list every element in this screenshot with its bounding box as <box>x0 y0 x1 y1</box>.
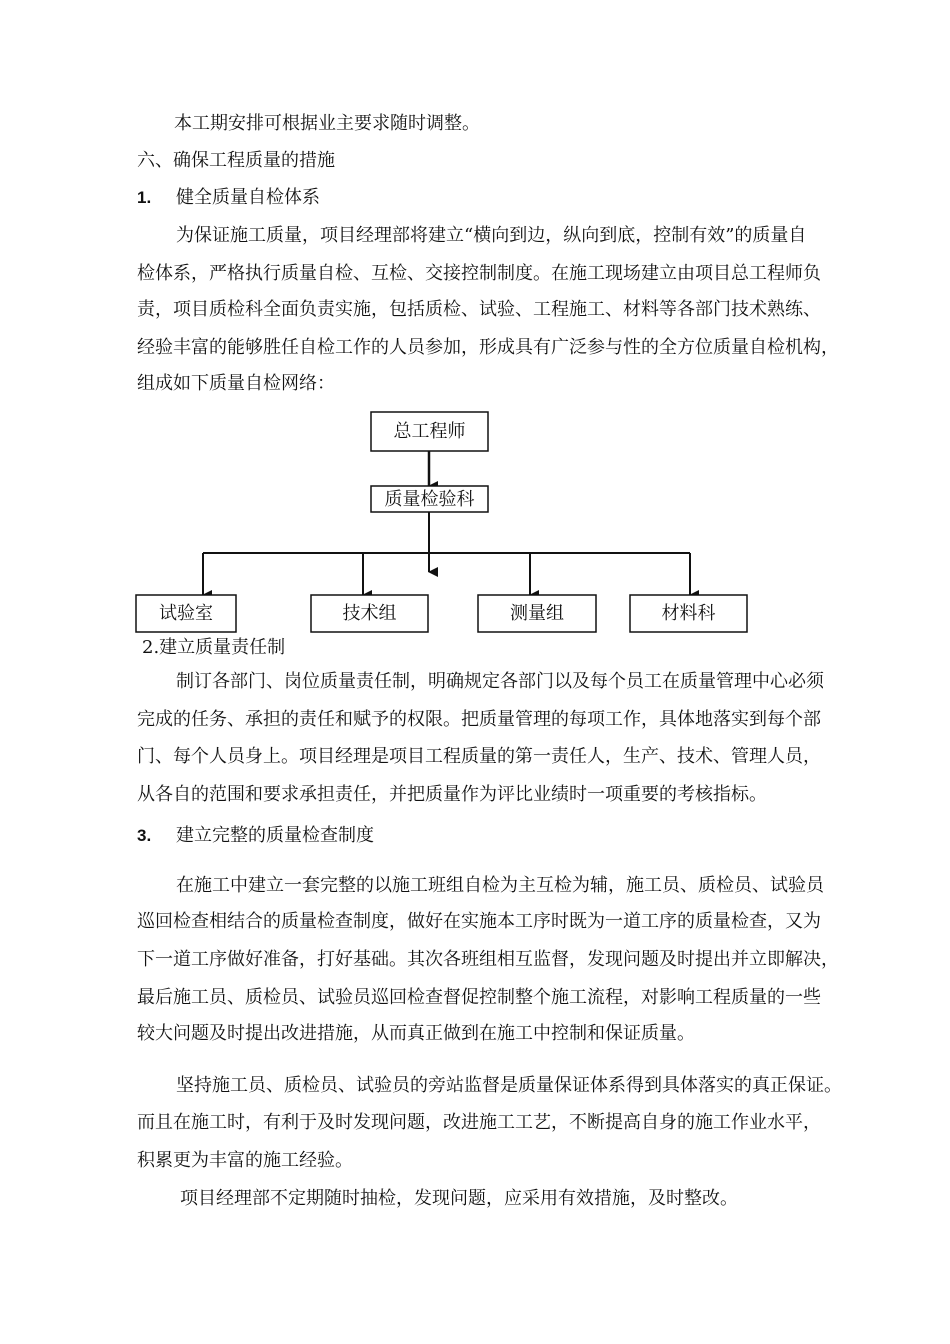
item3-paragraph-line: 最后施工员、质检员、试验员巡回检查督促控制整个施工流程，对影响工程质量的一些 <box>137 987 821 1008</box>
org-node-child <box>311 595 428 632</box>
org-node-child <box>136 595 236 632</box>
org-node-top <box>371 412 488 451</box>
item1-paragraph-line: 检体系，严格执行质量自检、互检、交接控制制度。在施工现场建立由项目总工程师负 <box>137 263 821 284</box>
item1-paragraph-line: 为保证施工质量，项目经理部将建立“横向到边，纵向到底，控制有效”的质量自 <box>176 225 807 246</box>
intro-line: 本工期安排可根据业主要求随时调整。 <box>174 113 480 134</box>
org-node-middle-label: 质量检验科 <box>384 489 475 510</box>
org-node-child-label: 测量组 <box>510 603 564 624</box>
item3-paragraph-line: 而且在施工时，有利于及时发现问题，改进施工工艺，不断提高自身的施工作业水平， <box>137 1112 821 1133</box>
item2-paragraph-line: 从各自的范围和要求承担责任，并把质量作为评比业绩时一项重要的考核指标。 <box>137 784 767 805</box>
org-node-middle <box>371 486 488 512</box>
item2-title <box>142 636 285 660</box>
item1-paragraph-line: 责，项目质检科全面负责实施，包括质检、试验、工程施工、材料等各部门技术熟练、 <box>137 299 821 320</box>
item3-paragraph-line: 积累更为丰富的施工经验。 <box>137 1150 353 1171</box>
item3-paragraph-line: 项目经理部不定期随时抽检，发现问题，应采用有效措施，及时整改。 <box>180 1188 738 1209</box>
item3-number: 3. <box>137 826 152 845</box>
org-node-child-label: 试验室 <box>159 603 213 624</box>
item1-paragraph-line: 经验丰富的能够胜任自检工作的人员参加，形成具有广泛参与性的全方位质量自检机构， <box>137 337 839 358</box>
org-node-child-label: 材料科 <box>661 603 716 624</box>
item2-paragraph-line: 门、每个人员身上。项目经理是项目工程质量的第一责任人，生产、技术、管理人员， <box>137 746 821 767</box>
org-node-child-label: 技术组 <box>342 603 397 624</box>
item1-paragraph-line: 组成如下质量自检网络： <box>137 373 335 394</box>
item3-paragraph-line: 巡回检查相结合的质量检查制度，做好在实施本工序时既为一道工序的质量检查，又为 <box>137 911 821 932</box>
org-node-top-label: 总工程师 <box>393 421 466 442</box>
item3-paragraph-line: 较大问题及时提出改进措施，从而真正做到在施工中控制和保证质量。 <box>137 1023 695 1044</box>
item2-paragraph-line: 完成的任务、承担的责任和赋予的权限。把质量管理的每项工作，具体地落实到每个部 <box>137 709 821 730</box>
item1-title: 健全质量自检体系 <box>176 187 320 208</box>
item3-paragraph-line: 坚持施工员、质检员、试验员的旁站监督是质量保证体系得到具体落实的真正保证。 <box>176 1075 842 1096</box>
item3-title: 建立完整的质量检查制度 <box>176 825 374 846</box>
item1-number: 1. <box>137 188 152 207</box>
item2-title-text: 2.建立质量责任制 <box>142 637 286 658</box>
org-node-child <box>478 595 596 632</box>
item2-paragraph-line: 制订各部门、岗位质量责任制，明确规定各部门以及每个员工在质量管理中心必须 <box>176 671 824 692</box>
item3-paragraph-line: 在施工中建立一套完整的以施工班组自检为主互检为辅，施工员、质检员、试验员 <box>176 875 824 896</box>
item3-paragraph-line: 下一道工序做好准备，打好基础。其次各班组相互监督，发现问题及时提出并立即解决， <box>137 949 839 970</box>
section-heading: 六、确保工程质量的措施 <box>137 150 335 171</box>
org-node-child <box>630 595 747 632</box>
